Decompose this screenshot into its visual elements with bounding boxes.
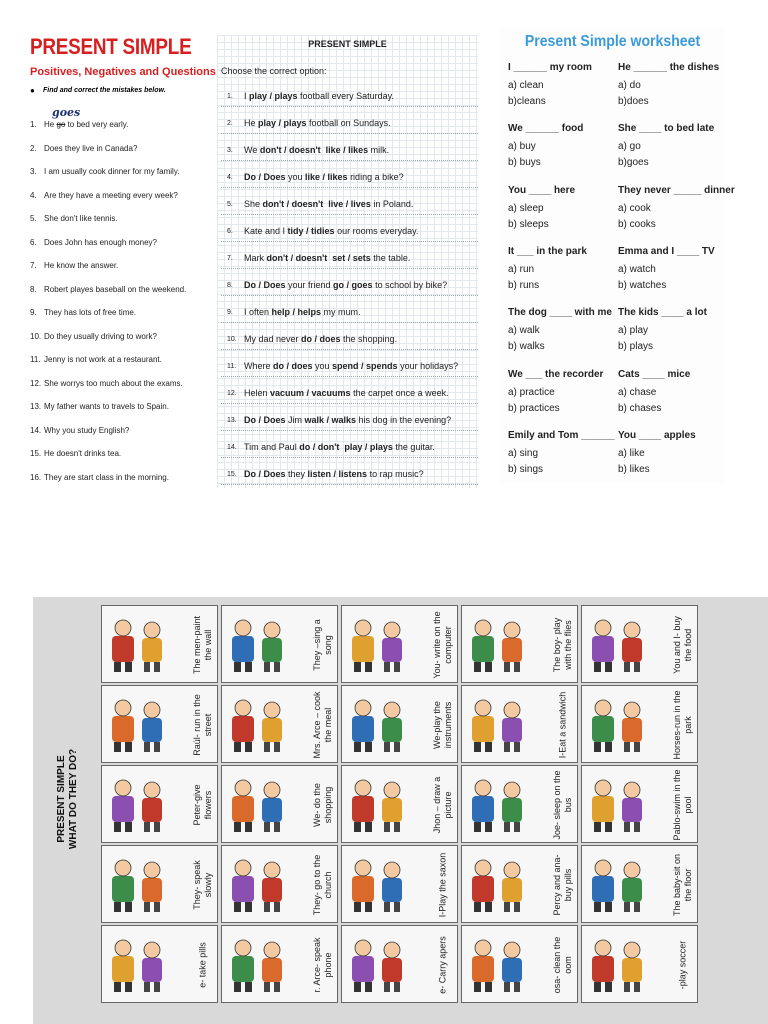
worksheet-choose-option xyxy=(217,35,478,488)
picture-caption: I-Play the saxon xyxy=(437,852,448,918)
question-cell xyxy=(618,184,735,235)
picture-caption: They- speak slowly xyxy=(192,860,213,910)
answer-line xyxy=(221,214,478,215)
option-a: a) sleep xyxy=(508,202,544,214)
picture-cell xyxy=(341,685,458,763)
answer-line xyxy=(221,403,478,404)
option-a: a) like xyxy=(618,447,645,459)
picture-caption: We- do the shopping xyxy=(312,783,333,827)
choice-item xyxy=(217,440,478,458)
worksheet-find-mistakes: PRESENT SIMPLE Positives, Negatives and Questions ● Find and correct the mistakes below. goes 1. He go to bed very early. 2. Does they live in Canada? 3. I am usually cook dinner for my family. 4. Are they have a meeting every week? 5. She don't like tennis. 6. Does John has enough money? 7. He know the answer. 8. Robert playes baseball on the weekend. 9. They has lots of free time. 10. Do they usually driving to work? 11. Jenny is not work at a restaurant. 12. She worrys too much about the exams. 13. My father wants to travels to Spain. 14. Why you study English? 15. He doesn't drinks tea. 16. They are start class in the morning. xyxy=(30,34,216,482)
option-b: b) watches xyxy=(618,279,667,291)
answer-line xyxy=(221,295,478,296)
item-number: 3. xyxy=(227,147,233,154)
choice-item xyxy=(217,413,478,431)
option-b: b) sings xyxy=(508,463,544,475)
option-a: a) buy xyxy=(508,141,536,153)
choice-item xyxy=(217,224,478,242)
mistake-item xyxy=(30,120,128,129)
item-text: Do they usually driving to work? xyxy=(44,331,157,341)
picture-caption: You and I- buy the food xyxy=(672,616,693,674)
picture-caption: You- write on the computer xyxy=(432,611,453,679)
choice-item xyxy=(217,278,478,296)
answer-line xyxy=(221,268,478,269)
picture-caption: Peter-give flowers xyxy=(192,784,213,826)
choice-item xyxy=(217,359,478,377)
worksheet-instruction: Choose the correct option: xyxy=(221,66,327,76)
item-text: Why you study English? xyxy=(44,425,130,435)
option-a: a) play xyxy=(618,325,649,337)
picture-caption: Pablo-swim in the pool xyxy=(672,769,693,841)
picture-activity-sheet xyxy=(33,597,768,1024)
item-text: She don't / doesn't live / lives in Poland. xyxy=(244,199,414,209)
picture-caption: The boy- play with the flies xyxy=(552,617,573,673)
bullet-icon: ● xyxy=(30,86,35,95)
option-b: b)does xyxy=(618,96,649,107)
picture-caption: Mrs. Arce – cook the meal xyxy=(312,691,333,759)
picture-cell xyxy=(461,685,578,763)
item-text: He play / plays football on Sundays. xyxy=(244,118,391,128)
option-a: a) watch xyxy=(618,263,656,275)
item-text: I often help / helps my mum. xyxy=(244,307,361,317)
picture-cell xyxy=(461,845,578,923)
option-a: a) go xyxy=(618,141,641,153)
option-a: a) practice xyxy=(508,386,555,398)
question-text: She ____ to bed late xyxy=(618,123,715,135)
item-text: I am usually cook dinner for my family. xyxy=(44,167,180,176)
item-text: I play / plays football every Saturday. xyxy=(244,91,394,101)
sheet-side-label xyxy=(33,597,103,1024)
mistake-item xyxy=(30,473,169,482)
item-text: We don't / doesn't like / likes milk. xyxy=(244,145,390,155)
item-number: 9. xyxy=(227,309,233,316)
item-text: My father wants to travels to Spain. xyxy=(44,402,169,411)
picture-caption: e- Carry apers xyxy=(437,936,448,994)
item-text: Mark don't / doesn't set / sets the table. xyxy=(244,253,411,263)
choice-item xyxy=(217,386,478,404)
sheet-subtitle: WHAT DO THEY DO? xyxy=(68,748,79,850)
item-number: 10. xyxy=(30,331,42,341)
picture-caption: e- take pills xyxy=(197,942,208,988)
item-text: Do / Does you like / likes riding a bike? xyxy=(244,172,404,182)
option-a: a) do xyxy=(618,80,641,91)
picture-cell xyxy=(341,925,458,1003)
picture-cell xyxy=(101,925,218,1003)
worksheet-subtitle: Positives, Negatives and Questions xyxy=(30,66,216,78)
picture-caption: -play soccer xyxy=(677,940,688,990)
picture-cell xyxy=(101,605,218,683)
answer-line xyxy=(221,376,478,377)
option-b: b) likes xyxy=(618,463,650,475)
question-text: We ______ food xyxy=(508,123,584,135)
item-text: Do / Does they listen / listens to rap music? xyxy=(244,469,424,479)
question-cell xyxy=(508,62,613,112)
picture-cell xyxy=(221,925,338,1003)
picture-cell xyxy=(581,765,698,843)
choice-item xyxy=(217,170,478,188)
item-text: They are start class in the morning. xyxy=(44,472,169,482)
picture-cell xyxy=(581,605,698,683)
mistake-item xyxy=(30,261,118,270)
answer-line xyxy=(221,457,478,458)
picture-cell xyxy=(581,925,698,1003)
answer-line xyxy=(221,187,478,188)
answer-line xyxy=(221,430,478,431)
picture-cell xyxy=(461,605,578,683)
picture-caption: Jhon – draw a picture xyxy=(432,776,453,834)
item-number: 14. xyxy=(30,425,42,435)
question-cell xyxy=(618,123,723,173)
picture-caption: osa- clean the oom xyxy=(552,936,573,994)
picture-cell xyxy=(341,845,458,923)
option-b: b) plays xyxy=(618,341,654,353)
picture-caption: Joe- sleep on the bus xyxy=(552,770,573,840)
mistake-item xyxy=(30,167,179,176)
question-cell xyxy=(508,430,613,480)
option-a: a) run xyxy=(508,263,535,275)
picture-cell xyxy=(581,845,698,923)
item-text: Helen vacuum / vacuums the carpet once a week. xyxy=(244,388,449,398)
picture-caption: I-Eat a sandwich xyxy=(557,691,568,759)
item-number: 5. xyxy=(227,201,233,208)
item-number: 7. xyxy=(30,261,37,270)
mistake-item xyxy=(30,308,136,317)
item-number: 12. xyxy=(30,378,42,388)
option-a: a) chase xyxy=(618,386,657,398)
picture-caption: The baby-sit on the floor xyxy=(672,853,693,917)
worksheet-title: Present Simple worksheet xyxy=(524,33,701,50)
item-number: 6. xyxy=(30,237,37,247)
mistake-item xyxy=(30,144,137,153)
option-b: b) cooks xyxy=(618,218,656,230)
item-text: Are they have a meeting every week? xyxy=(44,190,178,200)
item-text: He doesn't drinks tea. xyxy=(44,449,122,458)
item-number: 8. xyxy=(30,284,37,294)
picture-cell xyxy=(581,685,698,763)
picture-cell xyxy=(101,765,218,843)
sheet-title: PRESENT SIMPLE xyxy=(56,755,67,843)
handwritten-correction: goes xyxy=(52,106,81,119)
answer-line xyxy=(221,349,478,350)
mistake-item xyxy=(30,379,183,388)
item-text: They has lots of free time. xyxy=(44,308,137,317)
item-number: 16. xyxy=(30,472,42,482)
item-number: 14. xyxy=(227,444,237,451)
question-cell xyxy=(508,369,613,419)
item-number: 4. xyxy=(30,190,37,200)
option-a: a) sing xyxy=(508,447,539,459)
question-cell xyxy=(618,246,723,296)
item-number: 11. xyxy=(30,355,41,364)
mistake-item xyxy=(30,191,178,200)
picture-cell xyxy=(341,765,458,843)
item-text: Tim and Paul do / don't play / plays the guitar. xyxy=(244,442,435,452)
picture-cell xyxy=(221,845,338,923)
option-b: b) practices xyxy=(508,402,560,414)
mistake-item xyxy=(30,402,169,411)
question-text: Cats ____ mice xyxy=(618,368,691,380)
item-text: She don't like tennis. xyxy=(44,214,118,223)
option-b: b)goes xyxy=(618,157,649,169)
question-text: We ___ the recorder xyxy=(508,368,604,380)
choice-item xyxy=(217,89,478,107)
item-number: 7. xyxy=(227,255,233,262)
option-b: b) buys xyxy=(508,157,541,169)
picture-caption: r. Arce- speak phone xyxy=(312,937,333,993)
choice-item xyxy=(217,251,478,269)
mistake-item xyxy=(30,238,157,247)
option-a: a) clean xyxy=(508,80,544,91)
picture-cell xyxy=(101,685,218,763)
picture-caption: They- go to the church xyxy=(312,854,333,916)
choice-item xyxy=(217,116,478,134)
picture-cell xyxy=(221,765,338,843)
item-number: 11. xyxy=(227,363,237,370)
item-number: 10. xyxy=(227,336,237,343)
item-number: 5. xyxy=(30,214,37,223)
item-number: 13. xyxy=(227,417,237,424)
picture-cell xyxy=(461,765,578,843)
item-number: 4. xyxy=(227,174,233,181)
picture-caption: Horses-run in the park xyxy=(672,690,693,760)
item-text: He go to bed very early. xyxy=(44,120,129,129)
answer-line xyxy=(221,241,478,242)
item-text: Jenny is not work at a restaurant. xyxy=(44,355,162,364)
answer-line xyxy=(221,106,478,107)
question-cell xyxy=(618,62,723,112)
item-text: Does John has enough money? xyxy=(44,237,157,247)
item-number: 3. xyxy=(30,167,37,176)
item-text: Robert playes baseball on the weekend. xyxy=(44,284,187,294)
answer-line xyxy=(221,160,478,161)
worksheet-title: PRESENT SIMPLE xyxy=(308,39,387,49)
item-text: She worrys too much about the exams. xyxy=(44,378,183,388)
choice-item xyxy=(217,467,478,485)
choice-item xyxy=(217,332,478,350)
question-cell xyxy=(618,369,723,419)
question-cell xyxy=(618,307,723,357)
picture-cell xyxy=(221,605,338,683)
answer-line xyxy=(221,322,478,323)
item-text: Do / Does Jim walk / walks his dog in the evening? xyxy=(244,415,452,425)
picture-caption: They –sing a song xyxy=(312,619,333,671)
item-number: 8. xyxy=(227,282,233,289)
item-text: He know the answer. xyxy=(44,261,119,270)
picture-caption: Raúl- run in the street xyxy=(192,694,213,756)
item-number: 1. xyxy=(30,120,37,129)
picture-cell xyxy=(101,845,218,923)
choice-item xyxy=(217,197,478,215)
item-number: 15. xyxy=(30,449,42,458)
question-text: The dog ____ with me xyxy=(508,307,612,319)
mistake-item xyxy=(30,285,186,294)
item-number: 2. xyxy=(30,143,37,153)
question-text: They never _____ dinner xyxy=(618,184,735,196)
question-text: Emma and I ____ TV xyxy=(618,245,715,257)
mistake-item xyxy=(30,332,157,341)
mistake-item xyxy=(30,214,118,223)
item-text: Where do / does you spend / spends your holidays? xyxy=(244,361,459,371)
item-number: 2. xyxy=(227,120,233,127)
option-b: b) runs xyxy=(508,279,540,291)
item-text: Do / Does your friend go / goes to school by bike? xyxy=(244,280,448,290)
item-number: 6. xyxy=(227,228,233,235)
question-text: Emily and Tom ______ xyxy=(508,429,615,441)
item-text: Kate and I tidy / tidies our rooms everyday. xyxy=(244,226,419,236)
mistake-item xyxy=(30,449,121,458)
question-text: He ______ the dishes xyxy=(618,62,720,73)
picture-caption: We-play the instruments xyxy=(432,701,453,749)
worksheet-title: PRESENT SIMPLE xyxy=(30,34,192,59)
question-text: The kids ____ a lot xyxy=(618,307,707,319)
item-number: 12. xyxy=(227,390,237,397)
option-b: b) sleeps xyxy=(508,218,549,230)
answer-line xyxy=(221,133,478,134)
question-cell xyxy=(508,307,613,357)
picture-cell xyxy=(461,925,578,1003)
question-cell xyxy=(508,246,613,296)
item-number: 15. xyxy=(227,471,237,478)
option-b: b) chases xyxy=(618,402,662,414)
mistake-item xyxy=(30,426,129,435)
picture-cell xyxy=(341,605,458,683)
question-text: You ____ apples xyxy=(618,429,696,441)
item-number: 1. xyxy=(227,93,233,100)
question-cell xyxy=(508,123,613,173)
mistake-item xyxy=(30,355,162,364)
option-b: b)cleans xyxy=(508,96,546,107)
option-a: a) cook xyxy=(618,202,651,214)
question-text: It ___ in the park xyxy=(508,245,587,257)
picture-caption: Percy and ana- buy pills xyxy=(552,854,573,916)
item-number: 9. xyxy=(30,308,37,317)
option-a: a) walk xyxy=(508,325,540,337)
picture-cell xyxy=(221,685,338,763)
question-text: I ______ my room xyxy=(508,62,592,73)
choice-item xyxy=(217,305,478,323)
item-text: Does they live in Canada? xyxy=(44,143,138,153)
worksheet-multiple-choice xyxy=(500,28,735,483)
question-text: You ____ here xyxy=(508,184,576,196)
picture-caption: The men-paint the wall xyxy=(192,615,213,675)
item-text: My dad never do / does the shopping. xyxy=(244,334,398,344)
item-number: 13. xyxy=(30,402,42,411)
answer-line xyxy=(221,484,478,485)
question-cell xyxy=(508,185,613,235)
question-cell xyxy=(618,430,723,480)
choice-item xyxy=(217,143,478,161)
option-b: b) walks xyxy=(508,341,545,353)
